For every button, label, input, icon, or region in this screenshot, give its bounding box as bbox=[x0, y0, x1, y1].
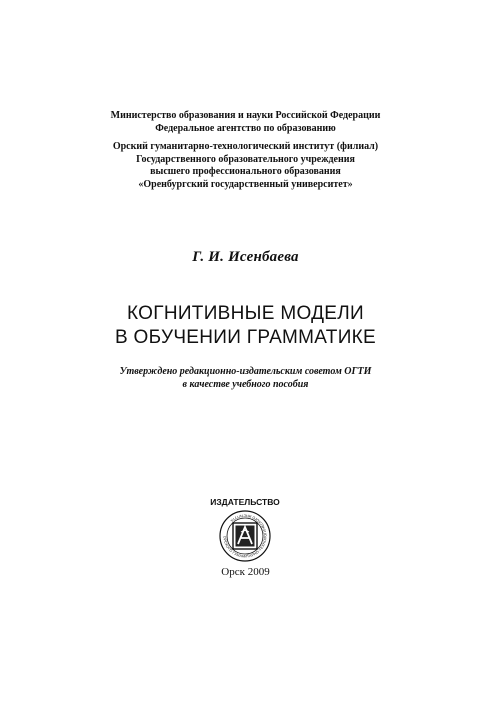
author-name: Г. И. Исенбаева bbox=[192, 249, 299, 265]
institute-line-2: Государственного образовательного учреждения bbox=[136, 153, 355, 165]
ministry-line-2: Федеральное агентство по образованию bbox=[155, 122, 336, 134]
ministry-line-1: Министерство образования и науки Российской Федерации bbox=[110, 110, 381, 121]
book-title-line-1: КОГНИТИВНЫЕ МОДЕЛИ bbox=[127, 303, 364, 324]
approval-line-2: в качестве учебного пособия bbox=[182, 378, 309, 390]
institute-line-1: Орский гуманитарно-технологический институт (филиал) bbox=[112, 141, 379, 152]
approval-note bbox=[0, 366, 491, 391]
ministry-header bbox=[0, 110, 491, 135]
book-title-line-2: В ОБУЧЕНИИ ГРАММАТИКЕ bbox=[115, 327, 376, 348]
imprint-city-year: Орск 2009 bbox=[221, 566, 270, 578]
publisher-logo bbox=[207, 496, 283, 564]
institute-line-4: «Оренбургский государственный университет» bbox=[138, 178, 353, 190]
publisher-logo-ring-text: ОРСКОГО ГУМАНИТАРНО-ТЕХНОЛОГИЧЕСКОГО ИНСТИТУТА bbox=[222, 513, 268, 559]
institute-header bbox=[0, 141, 491, 191]
book-title bbox=[0, 302, 491, 350]
institute-line-3: высшего профессионального образования bbox=[150, 166, 341, 177]
approval-line-1: Утверждено редакционно-издательским советом ОГТИ bbox=[119, 366, 372, 377]
publisher-emblem-icon bbox=[207, 496, 283, 564]
publisher-logo-top-text: ИЗДАТЕЛЬСТВО bbox=[210, 497, 280, 507]
